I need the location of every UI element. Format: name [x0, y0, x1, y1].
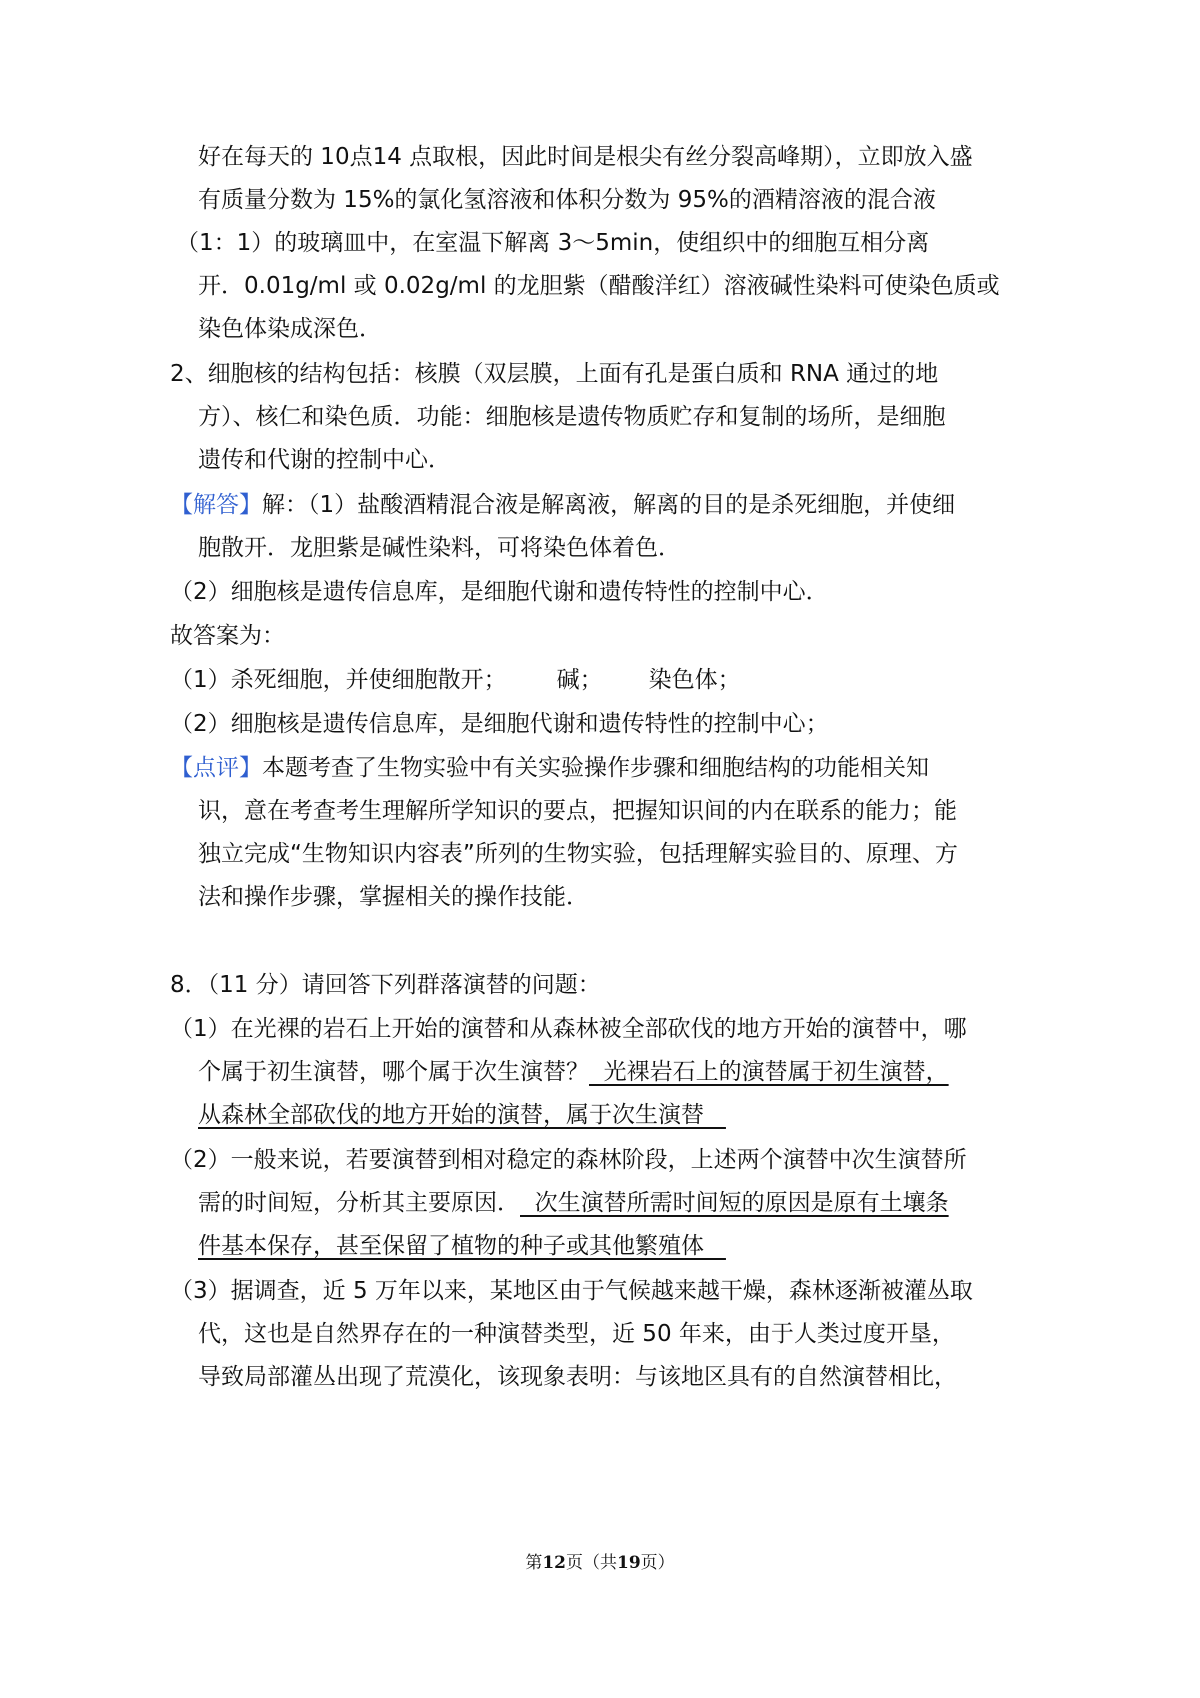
footer-text: 页）: [640, 1553, 675, 1573]
text-line: （2）细胞核是遗传信息库，是细胞代谢和遗传特性的控制中心；: [170, 711, 829, 737]
text-line: 独立完成“生物知识内容表”所列的生物实验，包括理解实验目的、原理、方: [198, 841, 958, 867]
text-line: 染色体染成深色．: [198, 316, 382, 342]
text-line: 遗传和代谢的控制中心．: [198, 447, 451, 473]
comment-tag: 【点评】: [170, 755, 262, 781]
question-text: 个属于初生演替，哪个属于次生演替？: [198, 1059, 589, 1085]
text-line: 好在每天的 10点14 点取根，因此时间是根尖有丝分裂高峰期），立即放入盛: [198, 144, 973, 170]
text-line: （2）一般来说，若要演替到相对稳定的森林阶段，上述两个演替中次生演替所: [170, 1147, 967, 1173]
text-line: 开．0.01g/ml 或 0.02g/ml 的龙胆紫（醋酸洋红）溶液碱性染料可使染色质或: [198, 273, 1000, 299]
filled-answer: 件基本保存，甚至保留了植物的种子或其他繁殖体: [198, 1233, 726, 1259]
text-line: 有质量分数为 15%的氯化氢溶液和体积分数为 95%的酒精溶液的混合液: [198, 187, 936, 213]
footer-text: 页（共: [566, 1553, 617, 1573]
text-line: 识，意在考查考生理解所学知识的要点，把握知识间的内在联系的能力；能: [198, 798, 957, 824]
answer-tag: 【解答】: [170, 492, 262, 518]
page-footer: [0, 1548, 1200, 1573]
filled-answer: 从森林全部砍伐的地方开始的演替，属于次生演替: [198, 1102, 726, 1128]
text-line: （1）在光裸的岩石上开始的演替和从森林被全部砍伐的地方开始的演替中，哪: [170, 1016, 967, 1042]
answer-part: 碱；: [556, 667, 603, 693]
answer-line: [198, 1057, 949, 1087]
question-title: 8．（11 分）请回答下列群落演替的问题：: [170, 972, 601, 998]
text-line: 故答案为：: [170, 623, 285, 649]
footer-text: 第: [525, 1553, 543, 1573]
filled-answer: 光裸岩石上的演替属于初生演替，: [589, 1059, 949, 1085]
text-line: 代，这也是自然界存在的一种演替类型，近 50 年来，由于人类过度开垦，: [198, 1321, 955, 1347]
page-number: 12: [542, 1553, 566, 1573]
text-line: 胞散开．龙胆紫是碱性染料，可将染色体着色．: [198, 535, 681, 561]
text-line: （2）细胞核是遗传信息库，是细胞代谢和遗传特性的控制中心．: [170, 579, 829, 605]
answer-heading-line: [170, 490, 955, 520]
text-line: （1：1）的玻璃皿中，在室温下解离 3～5min，使组织中的细胞互相分离: [176, 230, 930, 256]
answer-line: [198, 1188, 949, 1218]
text-line: （3）据调查，近 5 万年以来，某地区由于气候越来越干燥，森林逐渐被灌丛取: [170, 1278, 973, 1304]
answer-line-1: [170, 665, 741, 695]
question-text: 需的时间短，分析其主要原因．: [198, 1190, 520, 1216]
filled-answer: 次生演替所需时间短的原因是原有土壤条: [520, 1190, 949, 1216]
answer-part: 染色体；: [648, 667, 741, 693]
text-line: 2、细胞核的结构包括：核膜（双层膜，上面有孔是蛋白质和 RNA 通过的地: [170, 361, 939, 387]
comment-text: 本题考查了生物实验中有关实验操作步骤和细胞结构的功能相关知: [262, 755, 929, 781]
text-line: 法和操作步骤，掌握相关的操作技能．: [198, 884, 589, 910]
text-line: 导致局部灌丛出现了荒漠化，该现象表明：与该地区具有的自然演替相比，: [198, 1364, 957, 1390]
text-line: 方）、核仁和染色质．功能：细胞核是遗传物质贮存和复制的场所，是细胞: [198, 404, 946, 430]
page-total: 19: [617, 1553, 641, 1573]
answer-text: 解：（1）盐酸酒精混合液是解离液，解离的目的是杀死细胞，并使细: [262, 492, 956, 518]
answer-part: （1）杀死细胞，并使细胞散开；: [170, 667, 507, 693]
comment-heading-line: [170, 753, 929, 783]
